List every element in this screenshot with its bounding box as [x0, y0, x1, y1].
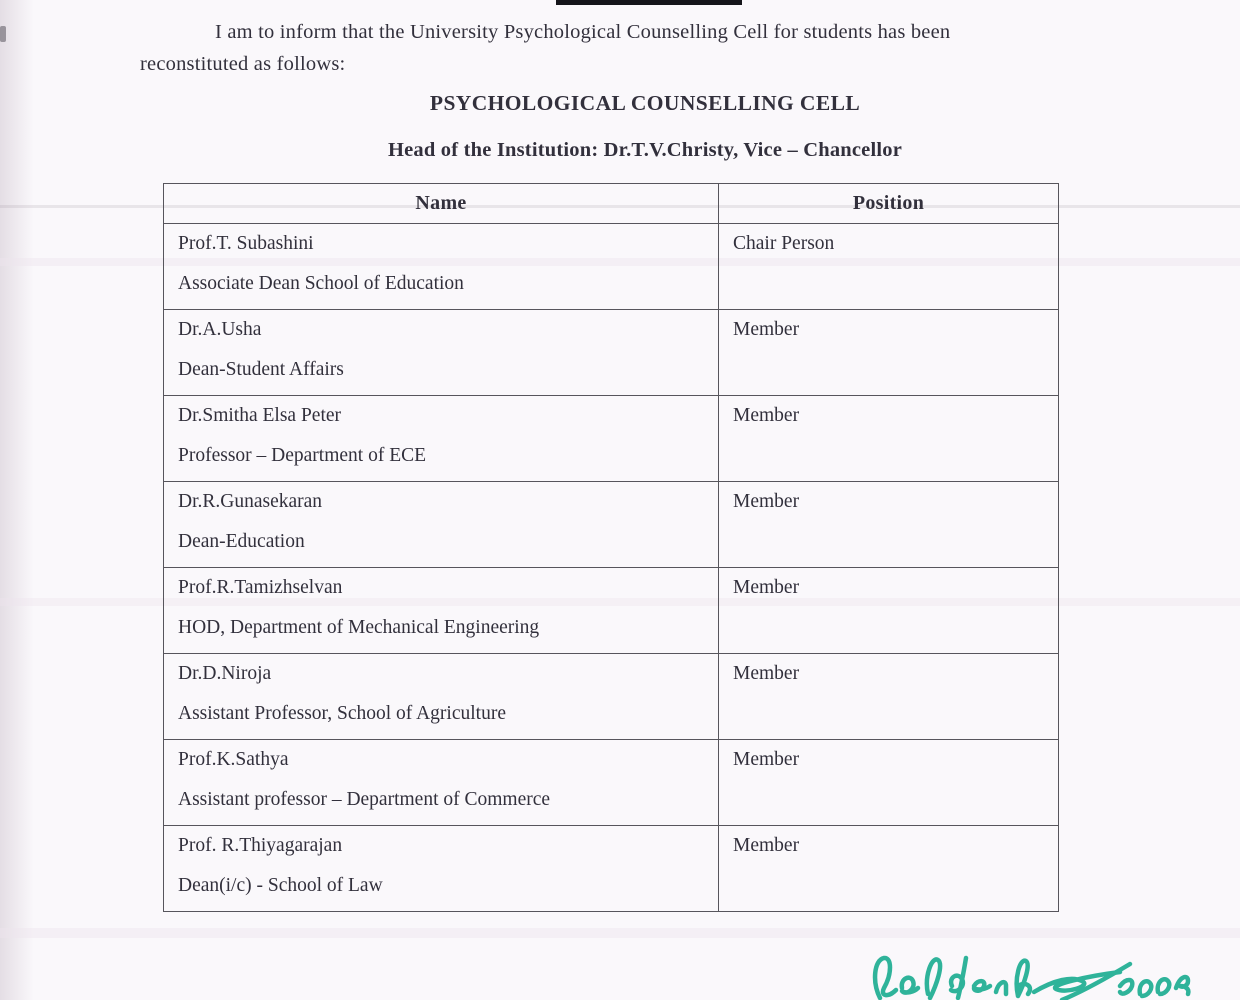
table-cell-name [164, 654, 719, 740]
table-row [164, 396, 1059, 482]
table-cell-name [164, 310, 719, 396]
column-header-position: Position [719, 184, 1059, 224]
member-position: Member [733, 749, 800, 770]
member-detail: Dean-Student Affairs [178, 359, 344, 380]
table-cell-position [719, 482, 1059, 568]
member-detail: Assistant Professor, School of Agriculture [178, 703, 506, 724]
member-position: Member [733, 405, 800, 426]
table-row [164, 740, 1059, 826]
member-name: Dr.Smitha Elsa Peter [178, 405, 342, 426]
member-position: Member [733, 835, 800, 856]
member-position: Chair Person [733, 233, 835, 254]
committee-table [163, 183, 1059, 912]
page-title: PSYCHOLOGICAL COUNSELLING CELL [429, 91, 861, 115]
table-cell-position [719, 740, 1059, 826]
member-position: Member [733, 491, 800, 512]
scan-edge-shadow [0, 0, 34, 1000]
table-cell-name [164, 568, 719, 654]
table-cell-position [719, 654, 1059, 740]
member-name: Prof.K.Sathya [178, 749, 289, 770]
table-header-row [164, 184, 1059, 224]
member-position: Member [733, 319, 800, 340]
member-detail: HOD, Department of Mechanical Engineering [178, 617, 540, 638]
handwritten-signature [858, 948, 1198, 1000]
member-detail: Dean-Education [178, 531, 305, 552]
member-name: Prof. R.Thiyagarajan [178, 835, 343, 856]
member-position: Member [733, 577, 800, 598]
member-name: Dr.A.Usha [178, 319, 262, 340]
member-name: Prof.R.Tamizhselvan [178, 577, 343, 598]
table-cell-position [719, 310, 1059, 396]
table-cell-name [164, 740, 719, 826]
table-row [164, 310, 1059, 396]
intro-line: reconstituted as follows: [140, 53, 346, 75]
member-name: Dr.D.Niroja [178, 663, 272, 684]
table-cell-position [719, 568, 1059, 654]
table-cell-position [719, 224, 1059, 310]
table-row [164, 654, 1059, 740]
scan-streak [0, 928, 1240, 938]
member-name: Prof.T. Subashini [178, 233, 314, 254]
column-header-name: Name [164, 184, 719, 224]
table-cell-name [164, 224, 719, 310]
table-cell-name [164, 396, 719, 482]
page-subtitle: Head of the Institution: Dr.T.V.Christy, Vice – Chancellor [387, 139, 903, 161]
table-row [164, 568, 1059, 654]
table-cell-name [164, 826, 719, 912]
member-detail: Assistant professor – Department of Commerce [178, 789, 551, 810]
member-name: Dr.R.Gunasekaran [178, 491, 323, 512]
table-row [164, 482, 1059, 568]
scan-edge-artifact [0, 26, 6, 42]
member-detail: Professor – Department of ECE [178, 445, 427, 466]
member-detail: Dean(i/c) - School of Law [178, 875, 383, 896]
cropped-heading-underline [556, 0, 742, 5]
signature-ink-icon [858, 948, 1198, 1000]
intro-paragraph [140, 16, 1090, 80]
table-cell-name [164, 482, 719, 568]
table-row [164, 224, 1059, 310]
member-position: Member [733, 663, 800, 684]
table-row [164, 826, 1059, 912]
member-detail: Associate Dean School of Education [178, 273, 464, 294]
intro-line: I am to inform that the University Psychological Counselling Cell for students has been [215, 21, 951, 43]
table-cell-position [719, 826, 1059, 912]
table-cell-position [719, 396, 1059, 482]
